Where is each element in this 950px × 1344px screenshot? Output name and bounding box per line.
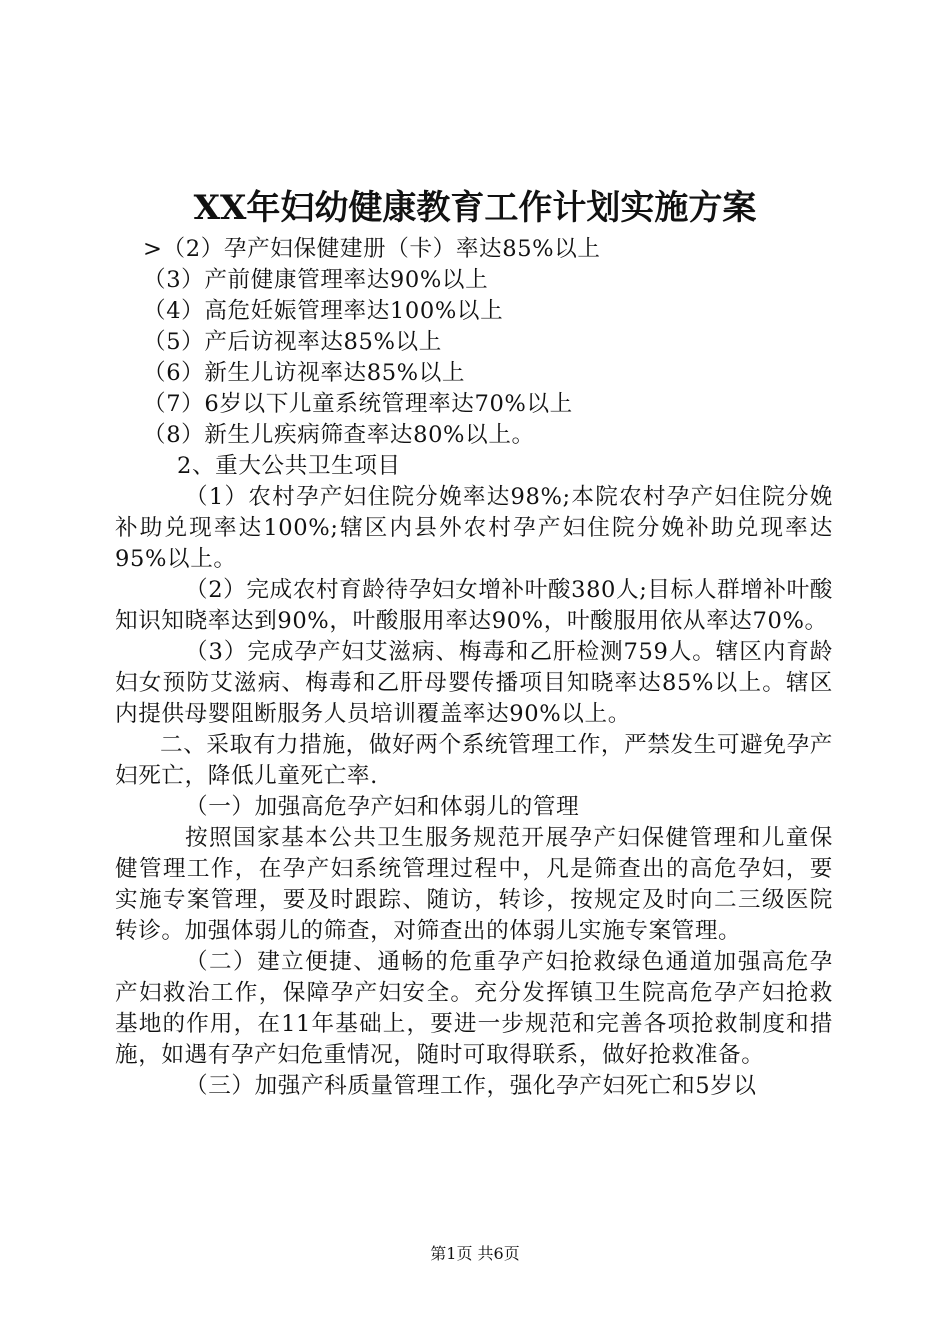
list-item: （6）新生儿访视率达85%以上: [143, 360, 466, 386]
paragraph: 按照国家基本公共卫生服务规范开展孕产妇保健管理和儿童保健管理工作，在孕产妇系统管理过程中，凡是筛查出的高危孕妇，要实施专案管理，要及时跟踪、随访，转诊，按规定及时向二三级医院转诊。加强体弱儿的筛查，对筛查出的体弱儿实施专案管理。: [115, 825, 833, 944]
list-item: >（2）孕产妇保健建册（卡）率达85%以上: [143, 236, 601, 262]
section-heading: 2、重大公共卫生项目: [177, 453, 401, 479]
list-item: （4）高危妊娠管理率达100%以上: [143, 298, 504, 324]
section-heading: 二、采取有力措施，做好两个系统管理工作，严禁发生可避免孕产妇死亡，降低儿童死亡率.: [115, 732, 833, 789]
document-body: [115, 234, 833, 1102]
document-title: XX年妇幼健康教育工作计划实施方案: [193, 188, 757, 228]
paragraph: （3）完成孕产妇艾滋病、梅毒和乙肝检测759人。辖区内育龄妇女预防艾滋病、梅毒和乙肝母婴传播项目知晓率达85%以上。辖区内提供母婴阻断服务人员培训覆盖率达90%以上。: [115, 639, 833, 727]
list-item: （7）6岁以下儿童系统管理率达70%以上: [143, 391, 573, 417]
paragraph: （二）建立便捷、通畅的危重孕产妇抢救绿色通道加强高危孕产妇救治工作，保障孕产妇安全。充分发挥镇卫生院高危孕产妇抢救基地的作用，在11年基础上，要进一步规范和完善各项抢救制度和措施，如遇有孕产妇危重情况，随时可取得联系，做好抢救准备。: [115, 949, 833, 1068]
list-item: （5）产后访视率达85%以上: [143, 329, 442, 355]
list-item: （8）新生儿疾病筛查率达80%以上。: [143, 422, 535, 448]
paragraph: （三）加强产科质量管理工作，强化孕产妇死亡和5岁以: [185, 1073, 757, 1099]
paragraph: （2）完成农村育龄待孕妇女增补叶酸380人;目标人群增补叶酸知识知晓率达到90%，叶酸服用率达90%，叶酸服用依从率达70%。: [115, 577, 833, 634]
subsection-heading: （一）加强高危孕产妇和体弱儿的管理: [185, 794, 580, 820]
paragraph: （1）农村孕产妇住院分娩率达98%;本院农村孕产妇住院分娩补助兑现率达100%;辖区内县外农村孕产妇住院分娩补助兑现率达95%以上。: [115, 484, 833, 572]
list-item: （3）产前健康管理率达90%以上: [143, 267, 489, 293]
page-number-footer: 第1页 共6页: [430, 1244, 520, 1263]
